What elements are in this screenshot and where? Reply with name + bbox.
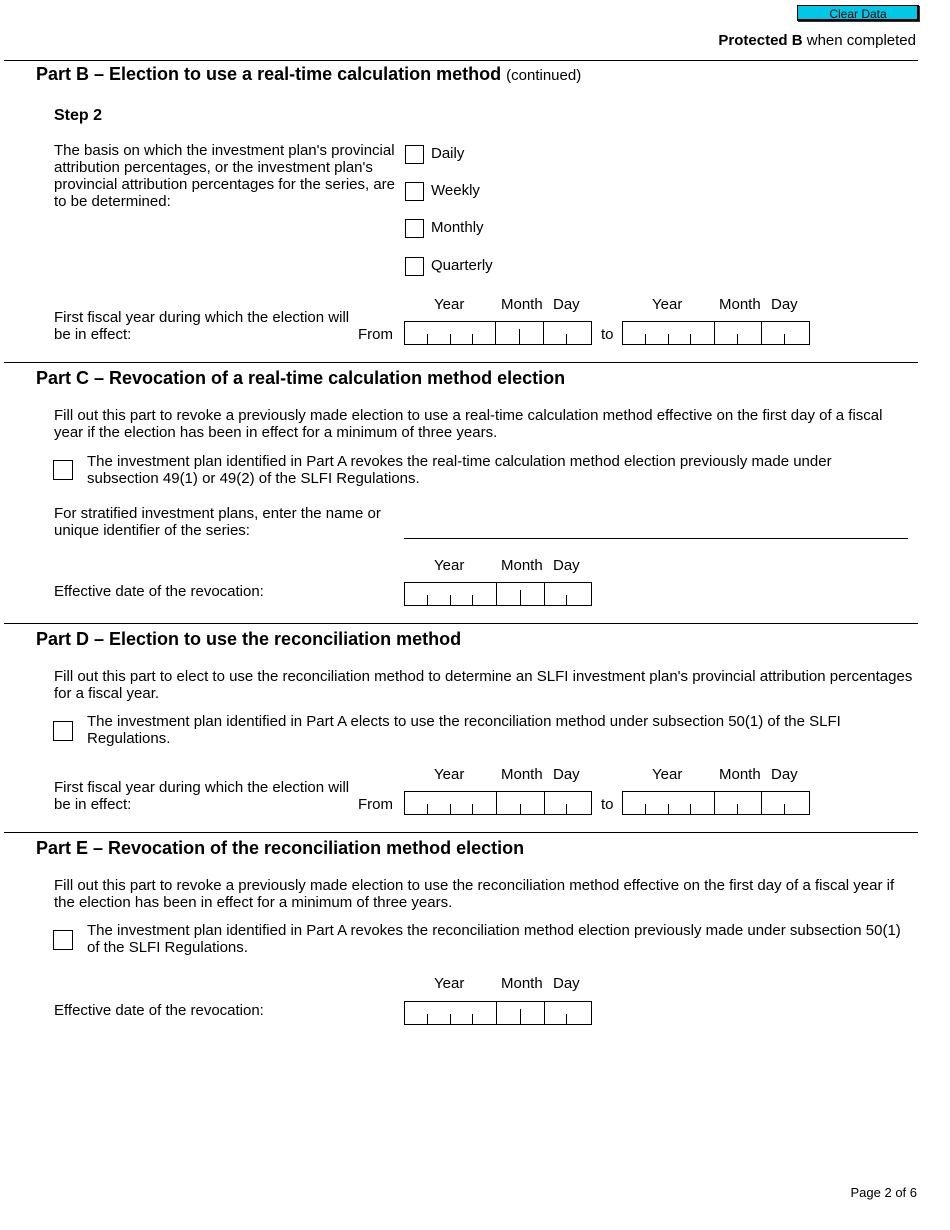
- part-b-to-date-input[interactable]: [622, 321, 810, 345]
- series-label: For stratified investment plans, enter the name or unique identifier of the series:: [54, 505, 381, 539]
- clear-data-button[interactable]: Clear Data: [797, 5, 919, 21]
- step-2-heading: Step 2: [54, 107, 103, 124]
- part-e-effective-date-input[interactable]: [404, 1001, 592, 1025]
- year-label: Year: [652, 766, 683, 783]
- day-label: Day: [553, 296, 580, 313]
- page-number: Page 2 of 6: [850, 1185, 917, 1200]
- part-d-checkbox-text: The investment plan identified in Part A elects to use the reconciliation method under subsection 50(1) of the SLFI Regulations.: [87, 713, 841, 747]
- from-label: From: [358, 796, 393, 813]
- divider: [4, 832, 918, 833]
- month-label: Month: [719, 296, 761, 313]
- part-e-revoke-checkbox[interactable]: [53, 930, 73, 950]
- part-b-fiscal-year-label: First fiscal year during which the election will be in effect:: [54, 309, 350, 343]
- part-b-title-suffix: (continued): [506, 67, 582, 84]
- part-b-from-date-input[interactable]: [404, 321, 592, 345]
- part-d-to-date-input[interactable]: [622, 791, 810, 815]
- part-c-effective-date-input[interactable]: [404, 582, 592, 606]
- protected-b-label: Protected B: [718, 32, 803, 49]
- part-d-from-date-input[interactable]: [404, 791, 592, 815]
- part-d-fiscal-year-label: First fiscal year during which the election will be in effect:: [54, 779, 350, 813]
- monthly-label: Monthly: [431, 219, 484, 236]
- month-label: Month: [501, 296, 543, 313]
- to-label: to: [601, 796, 614, 813]
- month-label: Month: [501, 557, 543, 574]
- day-label: Day: [553, 766, 580, 783]
- month-label: Month: [501, 766, 543, 783]
- part-d-title: Part D – Election to use the reconciliation method: [36, 629, 462, 649]
- year-label: Year: [434, 975, 465, 992]
- divider: [4, 60, 918, 61]
- monthly-checkbox[interactable]: [405, 219, 424, 238]
- day-label: Day: [771, 296, 798, 313]
- part-d-intro: Fill out this part to elect to use the reconciliation method to determine an SLFI investment plan's provincial attribution percentages for a fiscal year.: [54, 668, 913, 702]
- part-e-intro: Fill out this part to revoke a previously made election to use the reconciliation method effective on the first day of a fiscal year if the election has been in effect for a minimum of three years.: [54, 877, 895, 911]
- divider: [4, 623, 918, 624]
- month-label: Month: [719, 766, 761, 783]
- month-label: Month: [501, 975, 543, 992]
- protected-notice: [718, 32, 916, 49]
- part-e-checkbox-text: The investment plan identified in Part A revokes the reconciliation method election previously made under subsection 50(1) of the SLFI Regulations.: [87, 922, 901, 956]
- day-label: Day: [771, 766, 798, 783]
- quarterly-checkbox[interactable]: [405, 257, 424, 276]
- series-input[interactable]: [404, 538, 908, 539]
- to-label: to: [601, 326, 614, 343]
- daily-checkbox[interactable]: [405, 145, 424, 164]
- weekly-checkbox[interactable]: [405, 182, 424, 201]
- day-label: Day: [553, 975, 580, 992]
- quarterly-label: Quarterly: [431, 257, 493, 274]
- divider: [4, 362, 918, 363]
- part-e-title: Part E – Revocation of the reconciliation method election: [36, 838, 525, 858]
- part-c-intro: Fill out this part to revoke a previously made election to use a real-time calculation method effective on the first day of a fiscal year if the election has been in effect for a minimum of three years.: [54, 407, 883, 441]
- weekly-label: Weekly: [431, 182, 480, 199]
- part-e-effective-label: Effective date of the revocation:: [54, 1002, 264, 1019]
- part-b-title: [36, 64, 581, 85]
- part-b-title-text: Part B – Election to use a real-time calculation method: [36, 64, 502, 84]
- year-label: Year: [434, 557, 465, 574]
- part-c-revoke-checkbox[interactable]: [53, 460, 73, 480]
- part-c-checkbox-text: The investment plan identified in Part A revokes the real-time calculation method election previously made under subsection 49(1) or 49(2) of the SLFI Regulations.: [87, 453, 832, 487]
- protected-suffix: when completed: [802, 32, 916, 49]
- year-label: Year: [652, 296, 683, 313]
- part-c-title: Part C – Revocation of a real-time calculation method election: [36, 368, 566, 388]
- day-label: Day: [553, 557, 580, 574]
- daily-label: Daily: [431, 145, 465, 162]
- part-c-effective-label: Effective date of the revocation:: [54, 583, 264, 600]
- year-label: Year: [434, 296, 465, 313]
- from-label: From: [358, 326, 393, 343]
- basis-text: The basis on which the investment plan's provincial attribution percentages, or the investment plan's provincial attribution percentages for the series, are to be determined:: [54, 142, 396, 210]
- part-d-elect-checkbox[interactable]: [53, 721, 73, 741]
- year-label: Year: [434, 766, 465, 783]
